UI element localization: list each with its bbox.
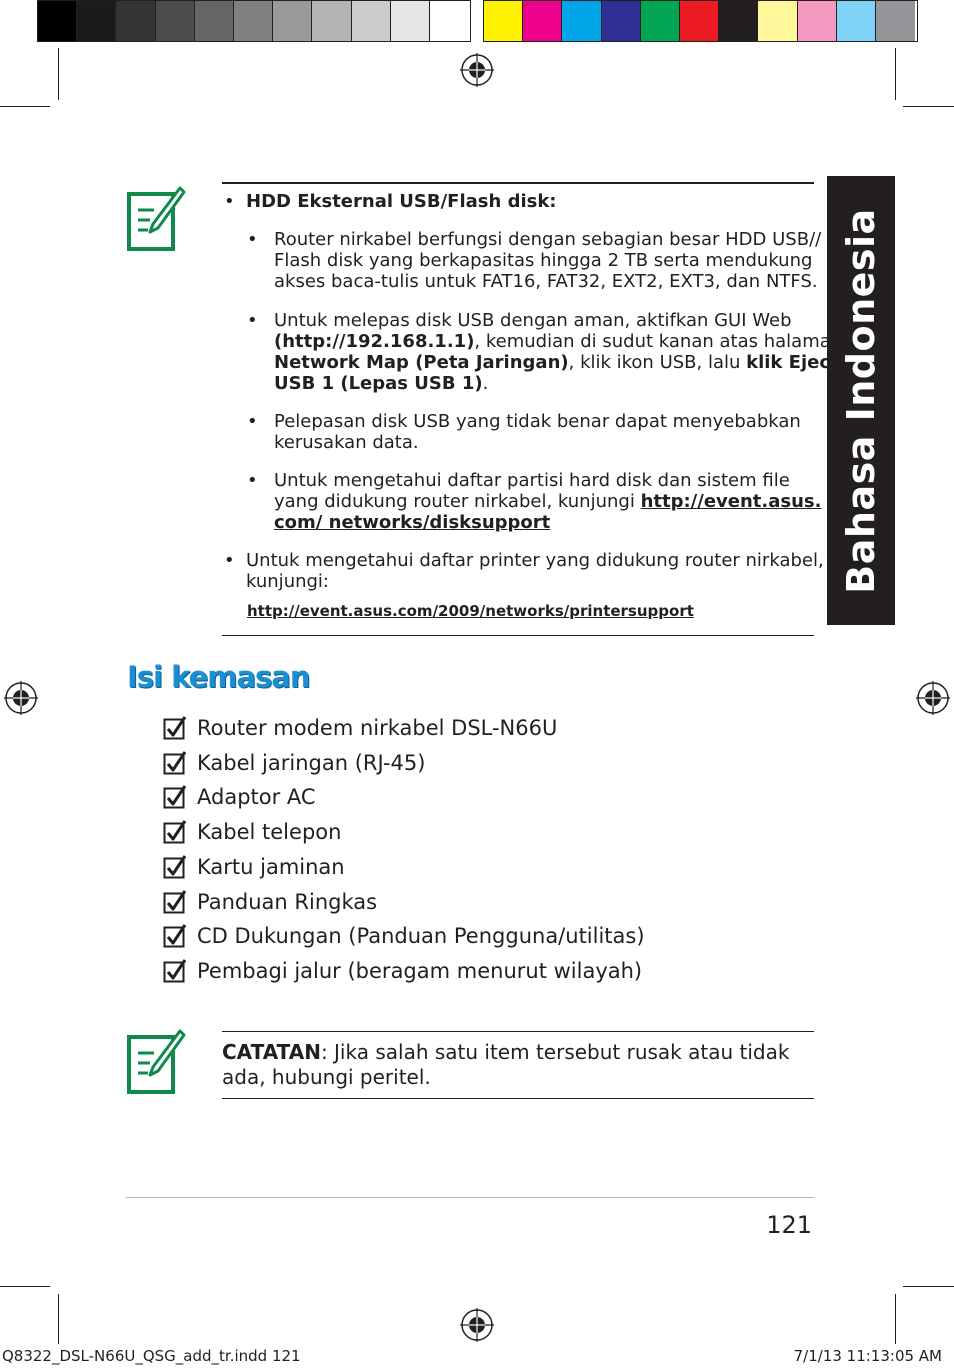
crop-mark (895, 48, 896, 100)
list-item-label: Kabel telepon (197, 820, 342, 845)
process-color-bar (483, 0, 918, 42)
color-swatch (273, 1, 312, 41)
footer-rule (126, 1197, 814, 1198)
list-item (163, 782, 316, 812)
color-swatch (798, 1, 837, 41)
bullet: • (247, 229, 258, 250)
crop-mark (895, 1294, 896, 1344)
color-swatch (77, 1, 116, 41)
grayscale-color-bar (37, 0, 471, 42)
checkbox-checked-icon (163, 716, 187, 740)
note-label: CATATAN (222, 1040, 321, 1064)
note-pencil-icon (126, 184, 186, 252)
printer-support-text: Untuk mengetahui daftar printer yang didukung router nirkabel, kunjungi: (246, 550, 824, 592)
color-swatch (484, 1, 523, 41)
color-swatch (680, 1, 719, 41)
list-item-label: Panduan Ringkas (197, 889, 378, 914)
list-item-label: Router modem nirkabel DSL-N66U (197, 716, 558, 740)
color-swatch (523, 1, 562, 41)
color-swatch (391, 1, 430, 41)
hdd-heading: HDD Eksternal USB/Flash disk: (246, 191, 557, 212)
registration-mark-icon (4, 681, 38, 715)
printer-support-link[interactable]: http://event.asus.com/2009/networks/printersupport (247, 602, 694, 620)
registration-mark-icon (460, 53, 494, 87)
section-heading: Isi kemasan (127, 660, 310, 694)
color-swatch (116, 1, 155, 41)
crop-mark (903, 106, 954, 107)
note-bottom-rule (222, 1098, 814, 1099)
color-swatch (312, 1, 351, 41)
crop-mark (58, 48, 59, 100)
slug-timestamp: 7/1/13 11:13:05 AM (793, 1347, 942, 1365)
disk-support-link[interactable]: http://event.asus. (640, 491, 822, 512)
crop-mark (903, 1286, 954, 1287)
side-tab-label: Bahasa Indonesia (839, 207, 883, 594)
color-swatch (719, 1, 758, 41)
checkbox-checked-icon (163, 890, 187, 914)
checkbox-checked-icon (163, 785, 187, 809)
color-swatch (562, 1, 601, 41)
list-item (163, 852, 345, 882)
language-side-tab (827, 176, 895, 625)
color-swatch (837, 1, 876, 41)
list-item (163, 887, 377, 917)
disk-support-link-cont[interactable]: com/ networks/disksupport (274, 512, 551, 533)
crop-mark (0, 106, 50, 107)
hdd-capacity-text: Router nirkabel berfungsi dengan sebagian besar HDD USB// Flash disk yang berkapasitas hingga 2 TB serta mendukung akses baca-tulis untuk FAT16, FAT32, EXT2, EXT3, dan NTFS. (274, 229, 822, 292)
color-swatch (876, 1, 915, 41)
list-item-label: Kartu jaminan (197, 854, 345, 879)
bullet: • (247, 470, 258, 491)
crop-mark (58, 1294, 59, 1344)
crop-mark (0, 1286, 50, 1287)
color-swatch (352, 1, 391, 41)
note-pencil-icon (126, 1027, 186, 1095)
list-item (163, 748, 425, 778)
checkbox-checked-icon (163, 855, 187, 879)
slug-filename: Q8322_DSL-N66U_QSG_add_tr.indd 121 (2, 1347, 301, 1365)
checkbox-checked-icon (163, 820, 187, 844)
bullet: • (224, 550, 235, 571)
page-number: 121 (766, 1211, 812, 1239)
list-item-label: Pembagi jalur (beragam menurut wilayah) (197, 958, 643, 983)
list-item-label: Adaptor AC (197, 785, 316, 810)
note-catatan: CATATAN: Jika salah satu item tersebut rusak atau tidak ada, hubungi peritel. (222, 1040, 790, 1089)
note-bottom-rule (222, 635, 814, 636)
checkbox-checked-icon (163, 751, 187, 775)
bullet: • (247, 411, 258, 432)
data-damage-text: Pelepasan disk USB yang tidak benar dapat menyebabkan kerusakan data. (274, 411, 801, 453)
list-item (163, 956, 642, 986)
list-item (163, 713, 557, 743)
checkbox-checked-icon (163, 924, 187, 948)
color-swatch (602, 1, 641, 41)
eject-usb-text: Untuk melepas disk USB dengan aman, aktifkan GUI Web (http://192.168.1.1), kemudian di sudut kanan atas halaman Network Map (Peta Jaringan), klik ikon USB, lalu klik Eject USB 1 (Lepas USB 1). (274, 310, 843, 394)
note-top-rule (222, 182, 814, 184)
color-swatch (38, 1, 77, 41)
list-item-label: Kabel jaringan (RJ-45) (197, 750, 426, 775)
color-swatch (641, 1, 680, 41)
registration-mark-icon (916, 681, 950, 715)
list-item (163, 817, 341, 847)
color-swatch (156, 1, 195, 41)
color-swatch (758, 1, 797, 41)
color-swatch (195, 1, 234, 41)
disk-support-text: Untuk mengetahui daftar partisi hard disk dan sistem file yang didukung router nirkabel, kunjungi http://event.asus. com/ networks/disksupport (274, 470, 822, 533)
color-swatch (430, 1, 469, 41)
note-top-rule (222, 1031, 814, 1032)
registration-mark-icon (460, 1308, 494, 1342)
checkbox-checked-icon (163, 959, 187, 983)
bullet: • (224, 191, 235, 212)
color-swatch (234, 1, 273, 41)
list-item-label: CD Dukungan (Panduan Pengguna/utilitas) (197, 924, 645, 949)
list-item (163, 921, 645, 951)
bullet: • (247, 310, 258, 331)
